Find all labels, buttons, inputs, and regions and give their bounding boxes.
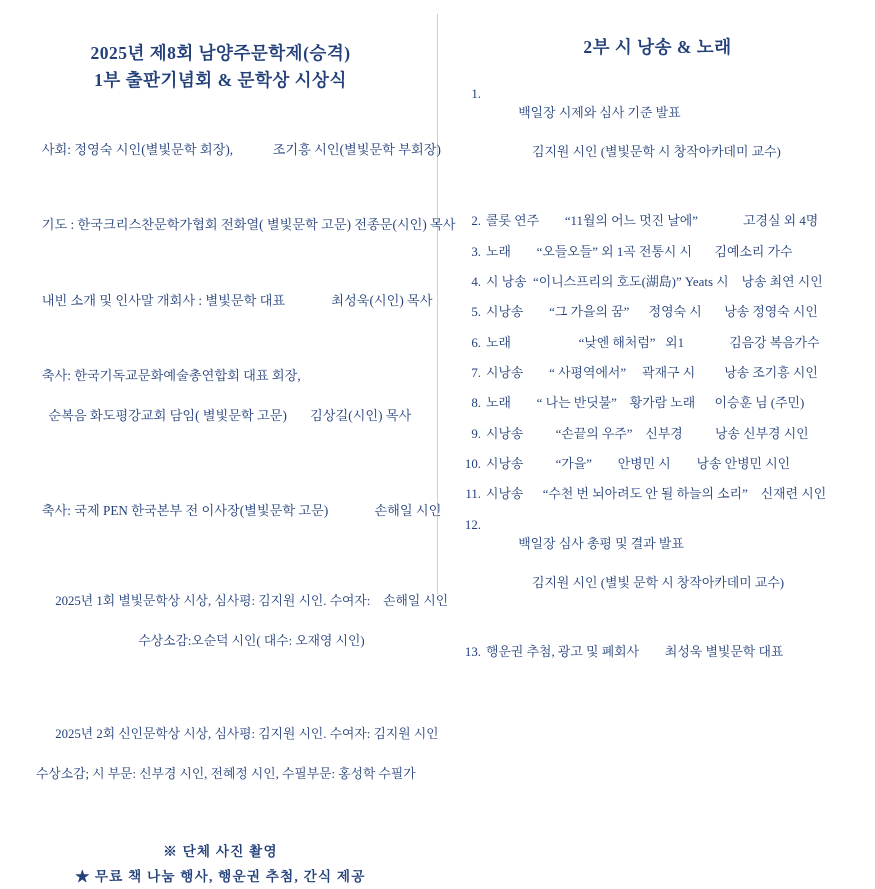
list-item-text: 노래 “오들오들” 외 1곡 전통시 시 김예소리 가수 [486, 244, 793, 259]
list-item-text: 행운권 추첨, 광고 및 폐회사 최성욱 별빛문학 대표 [486, 644, 784, 659]
program-entry-congrats-2-text: 축사: 국제 PEN 한국본부 전 이사장(별빛문학 고문) 손해일 시인 [41, 503, 442, 518]
list-item-text: 시낭송 “그 가을의 꿈” 정영숙 시 낭송 정영숙 시인 [486, 305, 818, 320]
list-item-text: 시낭송 “수천 번 뇌아려도 안 될 하늘의 소리” 신재련 시인 [486, 487, 827, 502]
list-item-number: 8. [471, 396, 481, 411]
list-item-number: 6. [471, 335, 481, 350]
list-item [455, 485, 860, 504]
list-item [455, 85, 860, 201]
program-entry-host-text: 사회: 정영숙 시인(별빛문학 회장), 조기흥 시인(별빛문학 부회장) [41, 142, 441, 158]
left-footer-note [22, 839, 419, 889]
list-item-text: 시낭송 “가을” 안병민 시 낭송 안병민 시인 [486, 457, 791, 472]
program-entry-congrats-1-sub: 순복음 화도평강교회 담임( 별빛문학 고문) 김상길(시인) 목사 [22, 407, 412, 423]
footer-note-line-1: ※ 단체 사진 촬영 [163, 843, 278, 859]
award-block-1-sub: 수상소감:오순덕 시인( 대수: 오재영 시인) [36, 634, 365, 649]
footer-note-line-2: ★ 무료 책 나눔 행사, 행운권 추첨, 간식 제공 [75, 868, 366, 884]
list-item-text: 노래 “ 나는 반딧불” 황가람 노래 이승훈 님 (주민) [486, 396, 805, 411]
list-item-number: 2. [471, 214, 481, 229]
program-entry-prayer-text: 기도 : 한국크리스찬문학가협회 전화열( 별빛문학 고문) 전종문(시인) 목사 [41, 217, 456, 233]
list-item [455, 273, 860, 292]
list-item-text: 콜롯 연주 “11월의 어느 멋진 날에” 고경실 외 4명 [486, 214, 819, 229]
program-entry-congrats-1-text: 축사: 한국기독교문화예술총연합회 대표 회장, [41, 368, 301, 384]
award-block-1-text: 2025년 1회 별빛문학상 시상, 심사평: 김지원 시인. 수여자: 손해일 시인 [55, 594, 449, 609]
list-item-body [486, 85, 860, 201]
list-item-text: 시낭송 “ 사평역에서” 곽재구 시 낭송 조기흥 시인 [486, 365, 818, 380]
list-item-number: 11. [465, 487, 481, 502]
list-item-text: 노래 “낮엔 해처럼” 외1 김음강 복음가수 [486, 335, 820, 350]
list-item [455, 212, 860, 231]
list-item [455, 243, 860, 262]
list-item [455, 394, 860, 413]
award-block-2-sub: 수상소감; 시 부문: 신부경 시인, 전혜정 시인, 수필부문: 홍성학 수필가 [36, 767, 416, 782]
list-item [455, 303, 860, 322]
list-item-text: 백일장 심사 총평 및 결과 발표 [518, 537, 684, 552]
list-item-continuation: 김지원 시인 (별빛문학 시 창작아카데미 교수) [532, 145, 781, 160]
program-entry-congrats-2 [22, 481, 442, 540]
list-item-text: 백일장 시제와 심사 기준 발표 [518, 106, 681, 121]
award-block-1 [22, 573, 449, 692]
program-entry-greeting [22, 271, 433, 330]
list-item-number: 3. [471, 244, 481, 259]
left-title-line-1: 2025년 제8회 남양주문학제(승격) [90, 43, 351, 63]
list-item-number: 1. [471, 87, 481, 101]
spacer [22, 557, 419, 573]
left-title [22, 40, 419, 94]
list-item [455, 364, 860, 383]
list-item-number: 4. [471, 274, 481, 289]
list-item-number: 5. [471, 305, 481, 320]
award-block-2-text: 2025년 2회 신인문학상 시상, 심사평: 김지원 시인. 수여자: 김지원 시인 [55, 727, 439, 742]
list-item-text: 시낭송 “손끝의 우주” 신부경 낭송 신부경 시인 [486, 426, 809, 441]
list-item-number: 13. [464, 644, 481, 659]
list-item-text: 시 낭송 “이니스프리의 호도(湖島)” Yeats 시 낭송 최연 시인 [486, 274, 823, 289]
program-entry-host [22, 120, 441, 179]
list-item [455, 643, 860, 662]
program-entry-prayer [22, 196, 456, 255]
list-item [455, 455, 860, 474]
list-item-continuation: 김지원 시인 (별빛 문학 시 창작아카데미 교수) [532, 575, 785, 590]
program-list [455, 85, 860, 662]
list-item-number: 10. [464, 457, 481, 472]
list-item [455, 425, 860, 444]
award-block-2 [22, 706, 439, 825]
list-item-number: 7. [471, 365, 481, 380]
list-item [455, 334, 860, 353]
right-column [437, 0, 874, 659]
program-entry-congrats-1 [22, 346, 419, 465]
list-item-number: 9. [471, 426, 481, 441]
program-entry-greeting-text: 내빈 소개 및 인사말 개회사 : 별빛문학 대표 최성욱(시인) 목사 [41, 292, 433, 308]
list-item-number: 12. [464, 517, 481, 532]
list-item [455, 516, 860, 632]
list-item-body [486, 516, 860, 632]
left-title-line-2: 1부 출판기념회 & 문학상 시상식 [94, 70, 347, 91]
right-title: 2부 시 낭송 & 노래 [583, 37, 732, 57]
